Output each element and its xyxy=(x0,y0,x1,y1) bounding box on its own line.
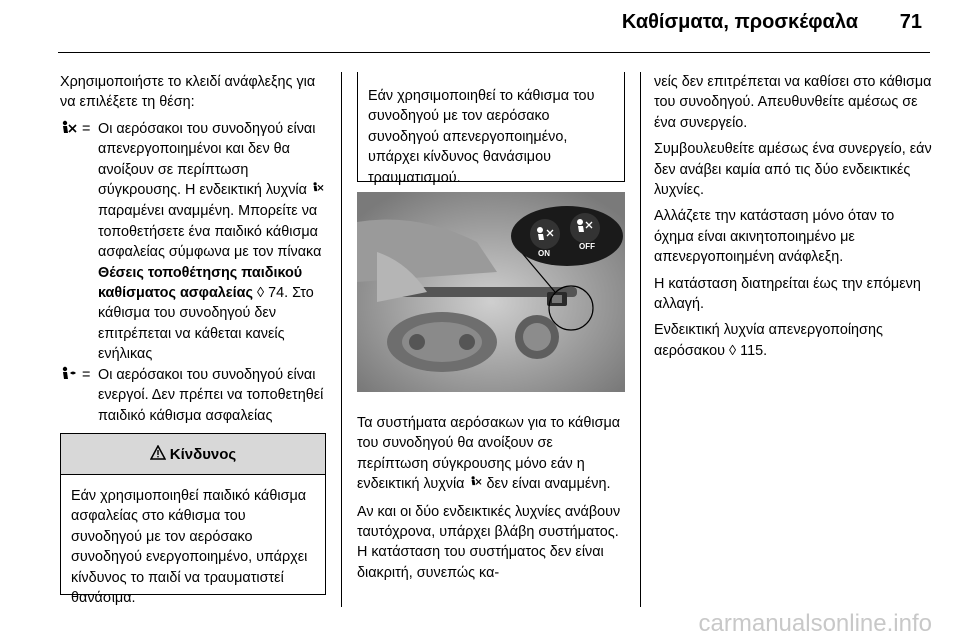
paragraph-3: Αλλάζετε την κατάσταση μόνο όταν το όχημα είναι ακινητοποιημένο με απενεργοποιημένη ανάφλεξη. xyxy=(654,208,895,266)
item-airbag-off: = Οι αερόσακοι του συνοδηγού είναι απενεργοποιημένοι και δεν θα ανοίξουν σε περίπτωση σύγκρουσης. Η ενδεικτική λυχνία παραμένει αναμμένη. Μπορείτε να τοποθετήσετε ένα παιδικό κάθισμα ασφαλείας σύμφωνα με τον πίνακα Θέσεις τοποθέτησης παιδικού καθίσματος ασφαλείας ◊ 74. Στο κάθισμα του συνοδηγού δεν επιτρέπεται να κάθεται κανείς ενήλικας xyxy=(60,119,325,365)
danger-text: Εάν χρησιμοποιηθεί παιδικό κάθισμα ασφαλείας στο κάθισμα του συνοδηγού με τον αερόσακο συνοδηγού ενεργοποιημένο, υπάρχει κίνδυνος το παιδί να τραυματιστεί θανάσιμα. xyxy=(71,488,308,607)
paragraph-2: Συμβουλευθείτε αμέσως ένα συνεργείο, εάν δεν ανάβει καμία από τις δύο ενδεικτικές λυχνίες. xyxy=(654,141,932,199)
airbag-off-icon xyxy=(60,119,82,365)
airbag-off-text-1: Οι αερόσακοι του συνοδηγού είναι απενεργοποιημένοι και δεν θα ανοίξουν σε περίπτωση σύγκρουσης. Η ενδεικτική λυχνία xyxy=(98,120,316,199)
page-header xyxy=(0,0,960,52)
airbag-switch-photo xyxy=(357,192,625,392)
header-rule xyxy=(58,52,930,53)
ref-arrow-icon: ◊ xyxy=(729,342,737,359)
danger-box xyxy=(60,433,326,607)
page-number: 71 xyxy=(899,11,922,33)
caption-text-2: Αν και οι δύο ενδεικτικές λυχνίες ανάβουν ταυτόχρονα, υπάρχει βλάβη συστήματος. Η κατάσταση του συστήματος δεν είναι διακριτή, συνεπώς κα- xyxy=(357,503,621,581)
caption-text-1b: δεν είναι αναμμένη. xyxy=(486,476,611,493)
airbag-on-text: Οι αερόσακοι του συνοδηγού είναι ενεργοί. Δεν πρέπει να τοποθετηθεί παιδικό κάθισμα ασφαλείας xyxy=(98,366,324,424)
paragraph-4: Η κατάσταση διατηρείται έως την επόμενη αλλαγή. xyxy=(654,275,921,313)
item-airbag-on: = Οι αερόσακοι του συνοδηγού είναι ενεργοί. Δεν πρέπει να τοποθετηθεί παιδικό κάθισμα ασφαλείας xyxy=(60,365,325,426)
photo-caption xyxy=(357,413,627,589)
paragraph-5: Ενδεικτική λυχνία απενεργοποίησης αερόσακου ◊ 115. xyxy=(654,322,883,359)
column-left xyxy=(60,72,325,426)
warning-box-continued: Εάν χρησιμοποιηθεί το κάθισμα του συνοδηγού με τον αερόσακο συνοδηγού απενεργοποιημένο, υπάρχει κίνδυνος θανάσιμου τραυματισμού. xyxy=(357,72,625,182)
warning-triangle-icon xyxy=(150,445,166,464)
page-ref[interactable]: 74. xyxy=(268,285,289,302)
airbag-off-inline-icon xyxy=(469,475,483,495)
column-right xyxy=(654,72,934,367)
airbag-off-text-3: Στο κάθισμα του συνοδηγού δεν επιτρέπεται να κάθεται κανείς ενήλικας xyxy=(98,285,314,363)
column-divider xyxy=(640,72,641,607)
ref-arrow-icon: ◊ xyxy=(256,285,265,302)
column-divider xyxy=(341,72,342,607)
switch-label-off: OFF xyxy=(579,242,595,251)
airbag-off-inline-icon xyxy=(311,181,325,201)
caption-text-1a: Τα συστήματα αερόσακων για το κάθισμα του συνοδηγού θα ανοίξουν σε περίπτωση σύγκρουσης μόνο εάν η ενδεικτική λυχνία xyxy=(357,415,621,493)
airbag-off-text-2: παραμένει αναμμένη. Μπορείτε να τοποθετήσετε ένα παιδικό κάθισμα ασφαλείας σύμφωνα με τον πίνακα xyxy=(98,203,322,261)
paragraph-1: νείς δεν επιτρέπεται να καθίσει στο κάθισμα του συνοδηγού. Απευθυνθείτε αμέσως σε ένα συνεργείο. xyxy=(654,74,932,131)
intro-text: Χρησιμοποιήστε το κλειδί ανάφλεξης για να επιλέξετε τη θέση: xyxy=(60,74,316,111)
page-title: Καθίσματα, προσκέφαλα xyxy=(621,11,858,33)
child-seat-table-link[interactable]: Θέσεις τοποθέτησης παιδικού καθίσματος ασφαλείας xyxy=(98,264,303,302)
danger-title: Κίνδυνος xyxy=(169,445,237,463)
airbag-on-icon xyxy=(60,365,82,426)
watermark: carmanualsonline.info xyxy=(698,610,932,637)
danger-header xyxy=(61,434,325,475)
page-ref[interactable]: 115. xyxy=(740,342,768,359)
switch-label-on: ON xyxy=(538,249,550,258)
